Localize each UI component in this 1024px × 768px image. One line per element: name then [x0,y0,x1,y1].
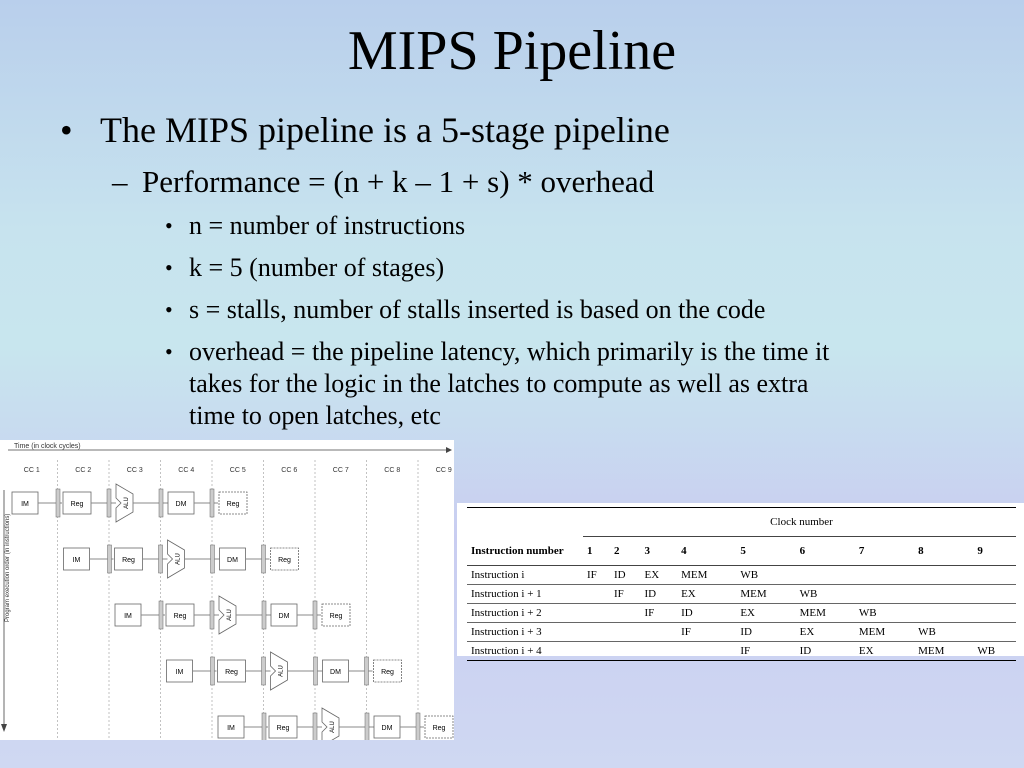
instruction-number-header: Instruction number [467,537,583,566]
alu-label: ALU [124,497,130,509]
reg-label: Reg [278,557,291,564]
pipeline-latch [313,601,317,629]
stage-cell: EX [677,585,736,604]
stage-cell: WB [736,566,795,585]
pipeline-latch [107,489,111,517]
im-label: IM [124,613,132,620]
time-axis-arrow [446,447,452,453]
stage-cell: WB [914,623,973,642]
stage-cell: EX [796,623,855,642]
alu-label: ALU [278,665,285,677]
stage-cell [855,585,914,604]
reg-label: Reg [225,669,238,676]
instruction-label: Instruction i [467,566,583,585]
performance-formula: Performance = (n + k – 1 + s) * overhead [142,164,655,199]
pipeline-latch [159,545,163,573]
pipeline-diagram-svg [0,440,454,740]
dm-label: DM [278,613,290,620]
stage-cell: ID [610,566,641,585]
reg-label: Reg [226,501,240,508]
im-label: IM [227,725,235,732]
instruction-label: Instruction i + 3 [467,623,583,642]
pipeline-latch [159,489,163,517]
clock-column-header: 9 [973,537,1016,566]
clock-cycle-label: CC 6 [281,467,298,474]
stage-cell: MEM [855,623,914,642]
stage-cell: MEM [736,585,795,604]
im-label: IM [72,557,81,564]
stage-cell [610,604,641,623]
clock-column-header: 6 [796,537,855,566]
instruction-label: Instruction i + 2 [467,604,583,623]
stage-cell [914,585,973,604]
im-label: IM [21,501,29,508]
clock-cycle-label: CC 3 [126,467,143,474]
stage-cell [583,604,610,623]
bullet-marker: • [165,213,173,238]
stage-cell [855,566,914,585]
bullet-marker: • [165,255,173,280]
alu-label: ALU [330,721,336,733]
pipeline-latch [313,713,317,740]
stage-cell [677,642,736,661]
stage-cell: MEM [677,566,736,585]
bullet-item-text [189,336,829,432]
clock-header-row [467,508,1016,537]
reg-label: Reg [329,613,343,620]
pipeline-latch [210,601,214,629]
reg-label: Reg [173,613,187,620]
stage-cell: WB [796,585,855,604]
im-label: IM [175,669,184,676]
stage-cell: IF [641,604,678,623]
clock-cycle-label: CC 4 [178,467,195,474]
alu-label: ALU [175,553,182,565]
program-order-label: Program execution order (in instructions) [5,513,11,622]
stage-cell [914,604,973,623]
stage-cell [641,642,678,661]
stage-cell [973,604,1016,623]
dm-label: DM [227,557,238,564]
reg-label: Reg [276,725,290,732]
alu-label: ALU [227,609,233,621]
table-row [467,585,1016,604]
stage-cell [973,623,1016,642]
clock-column-header: 7 [855,537,914,566]
stage-cell: EX [641,566,678,585]
stage-cell [641,623,678,642]
table-header-row [467,537,1016,566]
stage-cell [610,642,641,661]
reg-label: Reg [381,669,394,676]
clock-cycle-label: CC 7 [332,467,349,474]
bullet-item-line: time to open latches, etc [189,401,441,430]
bullet-item-text: s = stalls, number of stalls inserted is based on the code [189,295,766,324]
pipeline-latch [210,489,214,517]
dm-label: DM [381,725,393,732]
clock-column-header: 1 [583,537,610,566]
slide-title: MIPS Pipeline [347,20,677,82]
stage-cell: MEM [796,604,855,623]
dash-marker: – [112,164,128,199]
stage-cell: IF [677,623,736,642]
stage-cell: IF [583,566,610,585]
clock-cycle-label: CC 5 [229,467,246,474]
dm-label: DM [330,669,341,676]
table-row [467,642,1016,661]
stage-cell: EX [736,604,795,623]
pipeline-latch [159,601,163,629]
reg-label: Reg [70,501,84,508]
bullet-sub [112,163,654,201]
dm-label: DM [175,501,187,508]
stage-cell: IF [610,585,641,604]
clock-column-header: 5 [736,537,795,566]
bullet-item-text: n = number of instructions [189,211,466,240]
stage-cell: IF [736,642,795,661]
pipeline-latch [262,657,266,685]
table-row [467,604,1016,623]
stage-cell: MEM [914,642,973,661]
stage-cell: ID [641,585,678,604]
instruction-label: Instruction i + 4 [467,642,583,661]
clock-cycle-label: CC 8 [384,467,401,474]
reg-label: Reg [122,557,135,564]
pipeline-latch [56,489,60,517]
pipeline-latch [262,545,266,573]
clock-column-header: 3 [641,537,678,566]
stage-cell [610,623,641,642]
clock-column-header: 4 [677,537,736,566]
stage-cell: ID [736,623,795,642]
pipeline-latch [262,601,266,629]
bullet-item-line: overhead = the pipeline latency, which primarily is the time it [189,337,830,366]
stage-cell [914,566,973,585]
clock-cycle-label: CC 1 [23,467,40,474]
clock-cycle-label: CC 9 [435,467,452,474]
program-order-arrow [1,724,7,732]
bullet-marker: • [165,339,173,364]
time-axis-label: Time (in clock cycles) [14,443,81,450]
stage-cell: WB [855,604,914,623]
stage-cell [583,623,610,642]
stage-cell: EX [855,642,914,661]
clock-cycle-label: CC 2 [75,467,92,474]
bullet-item-text: k = 5 (number of stages) [189,253,445,282]
pipeline-latch [262,713,266,740]
reg-label: Reg [432,725,446,732]
pipeline-table-panel [457,503,1024,656]
pipeline-latch [211,657,215,685]
stage-cell [796,566,855,585]
pipeline-latch [416,713,420,740]
stage-cell [583,642,610,661]
instruction-label: Instruction i + 1 [467,585,583,604]
stage-cell [583,585,610,604]
table-row [467,566,1016,585]
bullet-main-text: The MIPS pipeline is a 5-stage pipeline [100,110,670,150]
pipeline-table [467,507,1016,661]
stage-cell: ID [796,642,855,661]
clock-number-label: Clock number [583,508,1016,537]
clock-column-header: 8 [914,537,973,566]
table-row [467,623,1016,642]
pipeline-latch [108,545,112,573]
stage-cell [973,566,1016,585]
pipeline-diagram [0,440,454,740]
bullet-marker: • [165,297,173,322]
stage-cell: WB [973,642,1016,661]
pipeline-latch [365,713,369,740]
pipeline-latch [365,657,369,685]
pipeline-latch [314,657,318,685]
clock-column-header: 2 [610,537,641,566]
stage-cell: ID [677,604,736,623]
stage-cell [973,585,1016,604]
bullet-marker: • [60,110,73,150]
pipeline-latch [211,545,215,573]
bullet-item-line: takes for the logic in the latches to compute as well as extra [189,369,809,398]
